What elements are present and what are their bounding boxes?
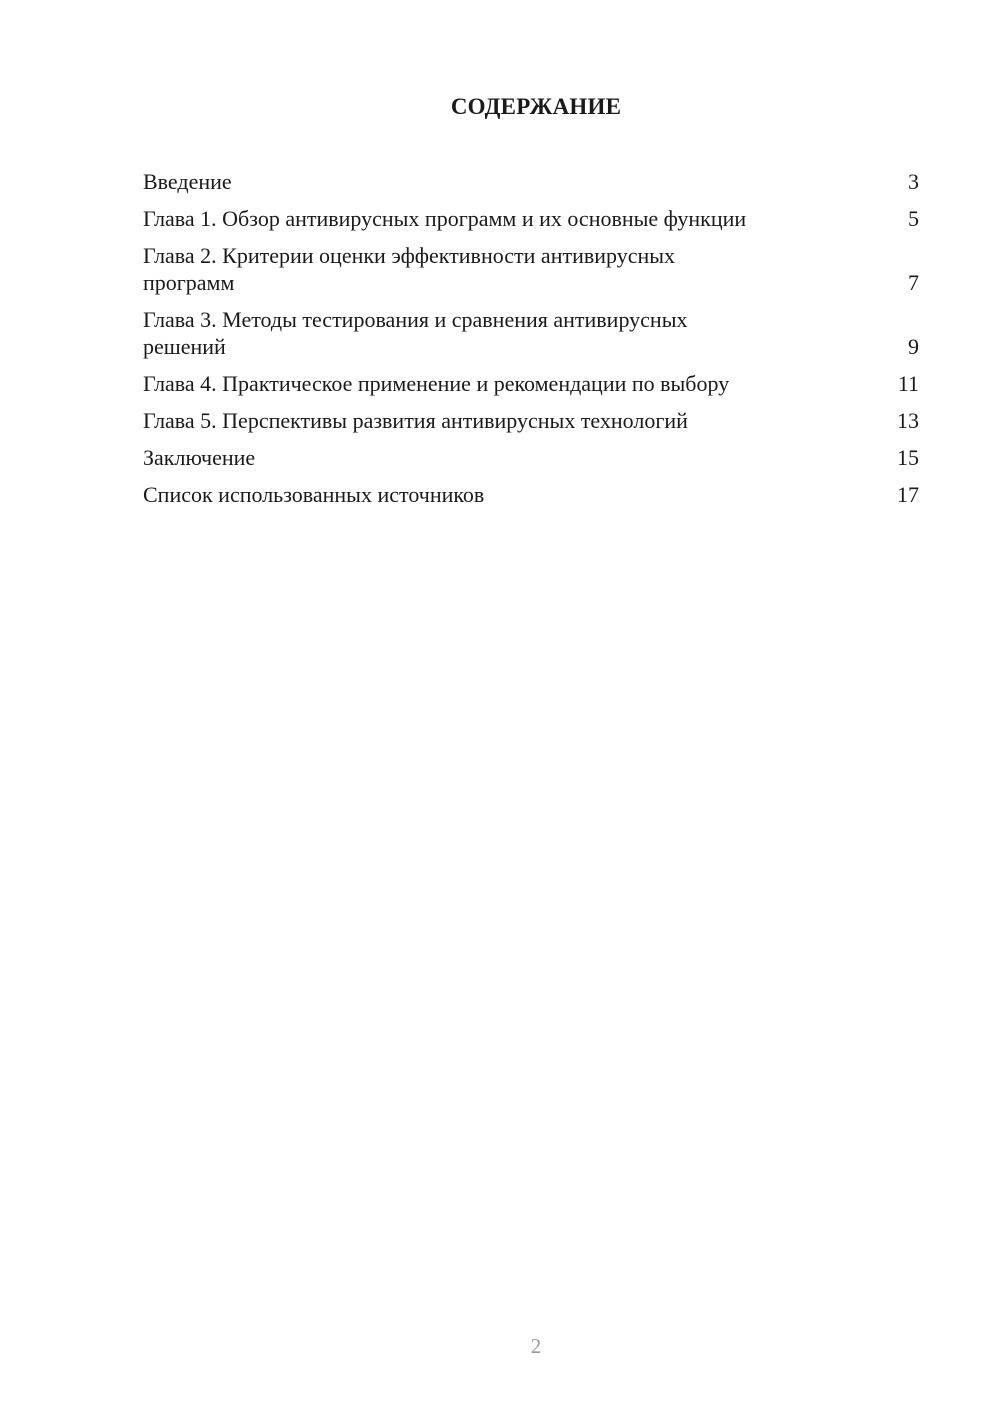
toc-entry-page: 15 bbox=[897, 445, 919, 470]
toc-entry-chapter-3[interactable] bbox=[143, 306, 919, 360]
toc-entry-page: 11 bbox=[897, 371, 919, 396]
toc-entry-references[interactable] bbox=[143, 481, 919, 508]
toc-entry-page: 3 bbox=[908, 169, 919, 194]
toc-entry-page: 13 bbox=[897, 408, 919, 433]
toc-entry-title: Введение bbox=[143, 169, 232, 194]
toc-entry-title: Глава 3. Методы тестирования и сравнения антивирусных решений bbox=[143, 307, 688, 359]
toc-entry-introduction[interactable] bbox=[143, 168, 919, 195]
toc-entry-chapter-1[interactable] bbox=[143, 205, 919, 232]
toc-entry-page: 7 bbox=[908, 270, 919, 295]
page-number: 2 bbox=[530, 1334, 542, 1358]
toc-entry-title: Список использованных источников bbox=[143, 482, 485, 507]
toc-entry-title: Глава 5. Перспективы развития антивирусных технологий bbox=[143, 408, 688, 433]
table-of-contents bbox=[143, 168, 919, 518]
toc-entry-page: 5 bbox=[908, 206, 919, 231]
toc-entry-title: Глава 4. Практическое применение и рекомендации по выбору bbox=[143, 371, 730, 396]
toc-entry-chapter-4[interactable] bbox=[143, 370, 919, 397]
toc-entry-chapter-5[interactable] bbox=[143, 407, 919, 434]
toc-entry-title: Глава 2. Критерии оценки эффективности антивирусных программ bbox=[143, 243, 676, 295]
toc-entry-title: Заключение bbox=[143, 445, 256, 470]
page-title: СОДЕРЖАНИЕ bbox=[450, 94, 622, 119]
toc-entry-page: 9 bbox=[908, 334, 919, 359]
toc-entry-conclusion[interactable] bbox=[143, 444, 919, 471]
toc-entry-chapter-2[interactable] bbox=[143, 242, 919, 296]
toc-entry-title: Глава 1. Обзор антивирусных программ и их основные функции bbox=[143, 206, 747, 231]
toc-entry-page: 17 bbox=[897, 482, 919, 507]
